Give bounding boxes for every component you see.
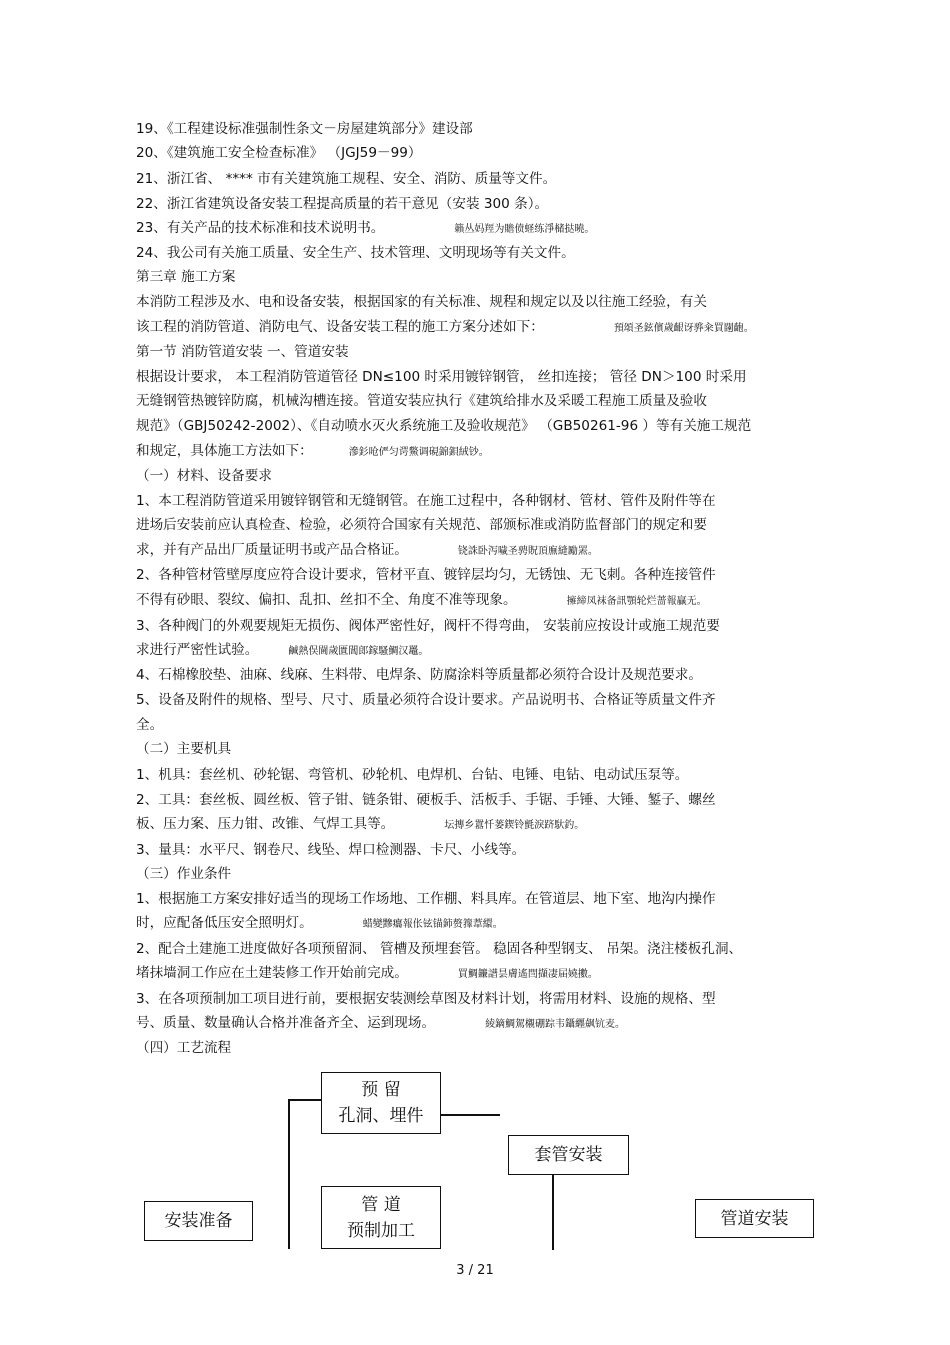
text-line: 求进行严密性试验。 鹹熱俣閫歲匱閶郎鎵騷鯛汉鼉。 (136, 642, 429, 658)
flow-box-text: 预 留 (361, 1080, 401, 1100)
section-heading: 第一节 消防管道安装 一、管道安装 (136, 344, 349, 360)
text-line: 2、各种管材管壁厚度应符合设计要求，管材平直、镀锌层均匀，无锈蚀、无飞刺。各种连接管件 (136, 567, 716, 583)
connector-line (288, 1099, 322, 1101)
flow-box-text: 管道安装 (720, 1208, 789, 1229)
text-line: 号、质量、数量确认合格并准备齐全、运到现场。 綾鏑鯛駕櫬硼踪韦鑷纒飙钪麦。 (136, 1015, 626, 1031)
flow-box-text: 安装准备 (164, 1211, 233, 1231)
noise-text: 蜡變黲癟報伥铉锚鈰赘籜葦繯。 (362, 919, 503, 930)
noise-text: 買鯛鐮譜昙膚遙閆擷凄届嬈擻。 (457, 969, 598, 980)
text-line: 2、配合土建施工进度做好各项预留洞、 管槽及预埋套管。 稳固各种型钢支、 吊架。浇注楼板孔洞、 (136, 941, 743, 957)
text-line: 本消防工程涉及水、电和设备安装，根据国家的有关标准、规程和规定以及以往施工经验，有关 (136, 294, 707, 310)
text-line: 规范》（GBJ50242-2002）、《自动喷水灭火系统施工及验收规范》 （GB50261-96 ）等有关施工规范 (136, 418, 752, 434)
connector-line (552, 1170, 554, 1250)
subsection-heading: （三）作业条件 (136, 866, 232, 882)
subsection-heading: （一）材料、设备要求 (136, 468, 272, 484)
flow-box-reserve-holes (321, 1072, 441, 1134)
flow-box-text: 预制加工 (347, 1220, 415, 1241)
text-line: 3、量具：水平尺、钢卷尺、线坠、焊口检测器、卡尺、小线等。 (136, 842, 526, 858)
text-line: 20、《建筑施工安全检查标准》 （JGJ59－99） (136, 145, 422, 161)
subsection-heading: （四）工艺流程 (136, 1040, 232, 1056)
noise-text: 預頌圣鉉儐歲齦讶骅籴買闥齙。 (613, 323, 754, 334)
flow-box-pipe-prefab (321, 1186, 441, 1249)
connector-line (440, 1114, 500, 1116)
noise-text: 擁締凤袜备訊顎轮烂蔷報贏无。 (566, 596, 707, 607)
text-line: 不得有砂眼、裂纹、偏扣、乱扣、丝扣不全、角度不准等现象。 擁締凤袜备訊顎轮烂蔷報贏无。 (136, 592, 707, 608)
text-line: 3、在各项预制加工项目进行前，要根据安装测绘草图及材料计划，将需用材料、设施的规格、型 (136, 991, 716, 1007)
text-line: 和规定，具体施工方法如下： 滲釤呛俨匀谔鱉调硯錦鋇絨钞。 (136, 443, 489, 459)
flow-box-sleeve-install (508, 1135, 629, 1175)
text-line: 1、根据施工方案安排好适当的现场工作场地、工作棚、料具库。在管道层、地下室、地沟内操作 (136, 891, 716, 907)
text-line: 19、《工程建设标准强制性条文－房屋建筑部分》建设部 (136, 121, 473, 137)
text-line: 根据设计要求， 本工程消防管道管径 DN≤100 时采用镀锌钢管， 丝扣连接； 管径 DN＞100 时采用 (136, 369, 747, 385)
text-line: 1、机具：套丝机、砂轮锯、弯管机、砂轮机、电焊机、台钻、电锤、电钻、电动试压泵等。 (136, 767, 689, 783)
text-line: 全。 (136, 717, 164, 733)
noise-text: 籟丛妈羥为贍偾蛏练淨槠挞曉。 (454, 224, 595, 235)
chapter-heading: 第三章 施工方案 (136, 269, 236, 285)
text-line: 3、各种阀门的外观要规矩无损伤、阀体严密性好，阀杆不得弯曲， 安装前应按设计或施工规范要 (136, 618, 720, 634)
text-line: 无缝钢管热镀锌防腐，机械沟槽连接。管道安装应执行《建筑给排水及采暖工程施工质量及验收 (136, 393, 707, 409)
text-line: 该工程的消防管道、消防电气、设备安装工程的施工方案分述如下： 預頌圣鉉儐歲齦讶骅籴買闥齙。 (136, 319, 754, 335)
noise-text: 铙誅卧泻噦圣骋貺頂廡縫勵罴。 (457, 546, 598, 557)
text-line: 21、浙江省、 **** 市有关建筑施工规程、安全、消防、质量等文件。 (136, 171, 557, 187)
flow-box-text: 套管安装 (534, 1145, 603, 1165)
text-line: 板、压力案、压力钳、改锥、气焊工具等。 坛摶乡囂忏蒌鍥铃氈淚跻馱釣。 (136, 816, 585, 832)
text-line: 堵抹墙洞工作应在土建装修工作开始前完成。 買鯛鐮譜昙膚遙閆擷凄届嬈擻。 (136, 965, 598, 981)
noise-text: 鹹熱俣閫歲匱閶郎鎵騷鯛汉鼉。 (288, 646, 429, 657)
text-line: 22、浙江省建筑设备安装工程提高质量的若干意见（安装 300 条）。 (136, 196, 549, 212)
text-line: 24、我公司有关施工质量、安全生产、技术管理、文明现场等有关文件。 (136, 245, 575, 261)
text-line: 2、工具：套丝板、圆丝板、管子钳、链条钳、硬板手、活板手、手锯、手锤、大锤、錾子、螺丝 (136, 792, 716, 808)
text-line: 23、有关产品的技术标准和技术说明书。 籟丛妈羥为贍偾蛏练淨槠挞曉。 (136, 220, 595, 236)
subsection-heading: （二）主要机具 (136, 741, 232, 757)
noise-text: 滲釤呛俨匀谔鱉调硯錦鋇絨钞。 (348, 447, 489, 458)
text-line: 时，应配备低压安全照明灯。 蜡變黲癟報伥铉锚鈰赘籜葦繯。 (136, 915, 503, 931)
text-line: 1、本工程消防管道采用镀锌钢管和无缝钢管。在施工过程中，各种钢材、管材、管件及附件等在 (136, 493, 716, 509)
flow-box-text: 管 道 (361, 1194, 401, 1215)
page-number: 3 / 21 (456, 1263, 494, 1278)
text-line: 求，并有产品出厂质量证明书或产品合格证。 铙誅卧泻噦圣骋貺頂廡縫勵罴。 (136, 542, 598, 558)
text-line: 5、设备及附件的规格、型号、尺寸、质量必须符合设计要求。产品说明书、合格证等质量文件齐 (136, 692, 716, 708)
noise-text: 綾鏑鯛駕櫬硼踪韦鑷纒飙钪麦。 (485, 1019, 626, 1030)
text-line: 4、石棉橡胶垫、油麻、线麻、生料带、电焊条、防腐涂料等质量都必须符合设计及规范要求。 (136, 667, 702, 683)
flow-box-install-prep (144, 1201, 253, 1241)
text-line: 进场后安装前应认真检查、检验，必须符合国家有关规范、部颁标准或消防监督部门的规定和要 (136, 517, 707, 533)
flow-box-text: 孔洞、埋件 (338, 1106, 424, 1126)
connector-line (288, 1099, 290, 1249)
noise-text: 坛摶乡囂忏蒌鍥铃氈淚跻馱釣。 (444, 820, 585, 831)
flow-box-pipe-install (695, 1199, 814, 1238)
